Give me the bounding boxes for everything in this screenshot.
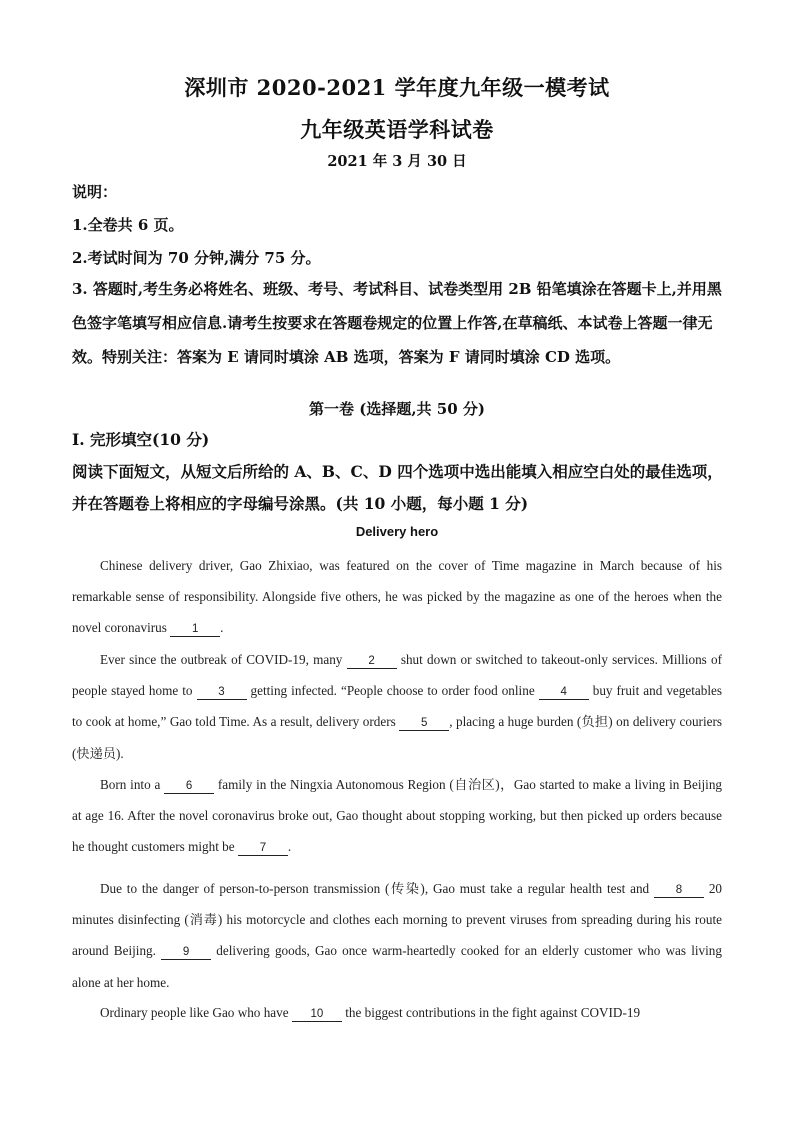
- passage-paragraph-4: [72, 873, 722, 998]
- part-title: I. 完形填空(10 分): [72, 430, 210, 449]
- blank-8: 8: [654, 883, 704, 898]
- paragraph-text: buy fruit and vegetables to cook at home,” Gao told Time. As a result, delivery orders: [72, 683, 722, 730]
- blank-1: 1: [170, 622, 220, 637]
- blank-7: 7: [238, 841, 288, 856]
- paragraph-text: Due to the danger of person-to-person transmission (传染), Gao must take a regular health test and: [100, 881, 654, 896]
- instructions-label: 说明：: [72, 183, 118, 201]
- blank-2: 2: [347, 654, 397, 669]
- paragraph-text: 20 minutes disinfecting (消毒) his motorcycle and clothes each morning to prevent viruses from spreading during his route around Beijing.: [72, 881, 723, 959]
- exam-date: 2021 年 3 月 30 日: [327, 153, 467, 170]
- passage-paragraph-5: [72, 997, 722, 1028]
- paragraph-text: Born into a: [100, 777, 165, 792]
- paragraph-text: getting infected. “People choose to order food online: [246, 683, 539, 699]
- exam-subtitle: 九年级英语学科试卷: [300, 117, 494, 142]
- passage-paragraph-2: [72, 644, 722, 769]
- paragraph-text: .: [220, 620, 224, 636]
- blank-3: 3: [197, 685, 247, 700]
- instruction-item-3: 3. 答题时,考生务必将姓名、班级、考号、考试科目、试卷类型用 2B 铅笔填涂在答题卡上,并用黑色签字笔填写相应信息.请考生按要求在答题卷规定的位置上作答,在草稿纸、本试卷上答题一律无效。特别关注：答案为 E 请同时填涂 AB 选项，答案为 F 请同时填涂 CD 选项。: [72, 280, 722, 366]
- instruction-item-1: 1.全卷共 6 页。: [72, 216, 184, 234]
- exam-title: 深圳市 2020-2021 学年度九年级一模考试: [184, 75, 610, 100]
- passage-title: Delivery hero: [355, 524, 439, 539]
- paragraph-text: the biggest contributions in the fight against COVID-19: [341, 1005, 641, 1020]
- passage-paragraph-1: [72, 550, 722, 644]
- blank-6: 6: [164, 779, 214, 794]
- paragraph-text: Ordinary people like Gao who have: [100, 1005, 292, 1020]
- blank-5: 5: [399, 716, 449, 731]
- paragraph-text: , placing a huge burden (负担) on delivery couriers (快递员).: [72, 714, 722, 761]
- paragraph-text: .: [287, 839, 292, 855]
- paragraph-text: Ever since the outbreak of COVID-19, many: [100, 652, 347, 667]
- part-directions: 阅读下面短文，从短文后所给的 A、B、C、D 四个选项中选出能填入相应空白处的最佳选项，并在答题卷上将相应的字母编号涂黑。(共 10 小题，每小题 1 分): [72, 462, 723, 513]
- blank-4: 4: [539, 685, 589, 700]
- paragraph-text: family in the Ningxia Autonomous Region (自治区)，Gao started to make a living in Beijing at age 16. After the novel coronavirus broke out, Gao thought about stopping working, but then picked up orders because he thought customers might be: [72, 777, 723, 855]
- section-title: 第一卷 (选择题,共 50 分): [309, 400, 485, 418]
- blank-10: 10: [292, 1007, 342, 1022]
- paragraph-text: delivering goods, Gao once warm-heartedly cooked for an elderly customer who was living alone at her home.: [72, 943, 722, 990]
- instruction-item-2: 2.考试时间为 70 分钟,满分 75 分。: [72, 249, 321, 267]
- paragraph-text: shut down or switched to takeout-only services. Millions of people stayed home to: [72, 652, 722, 699]
- passage-paragraph-3: [72, 769, 722, 863]
- paragraph-text: Chinese delivery driver, Gao Zhixiao, was featured on the cover of Time magazine in March because of his remarkable sense of responsibility. Alongside five others, he was picked by the magazine as one of the heroes when the novel coronavirus: [72, 558, 722, 636]
- blank-9: 9: [161, 945, 211, 960]
